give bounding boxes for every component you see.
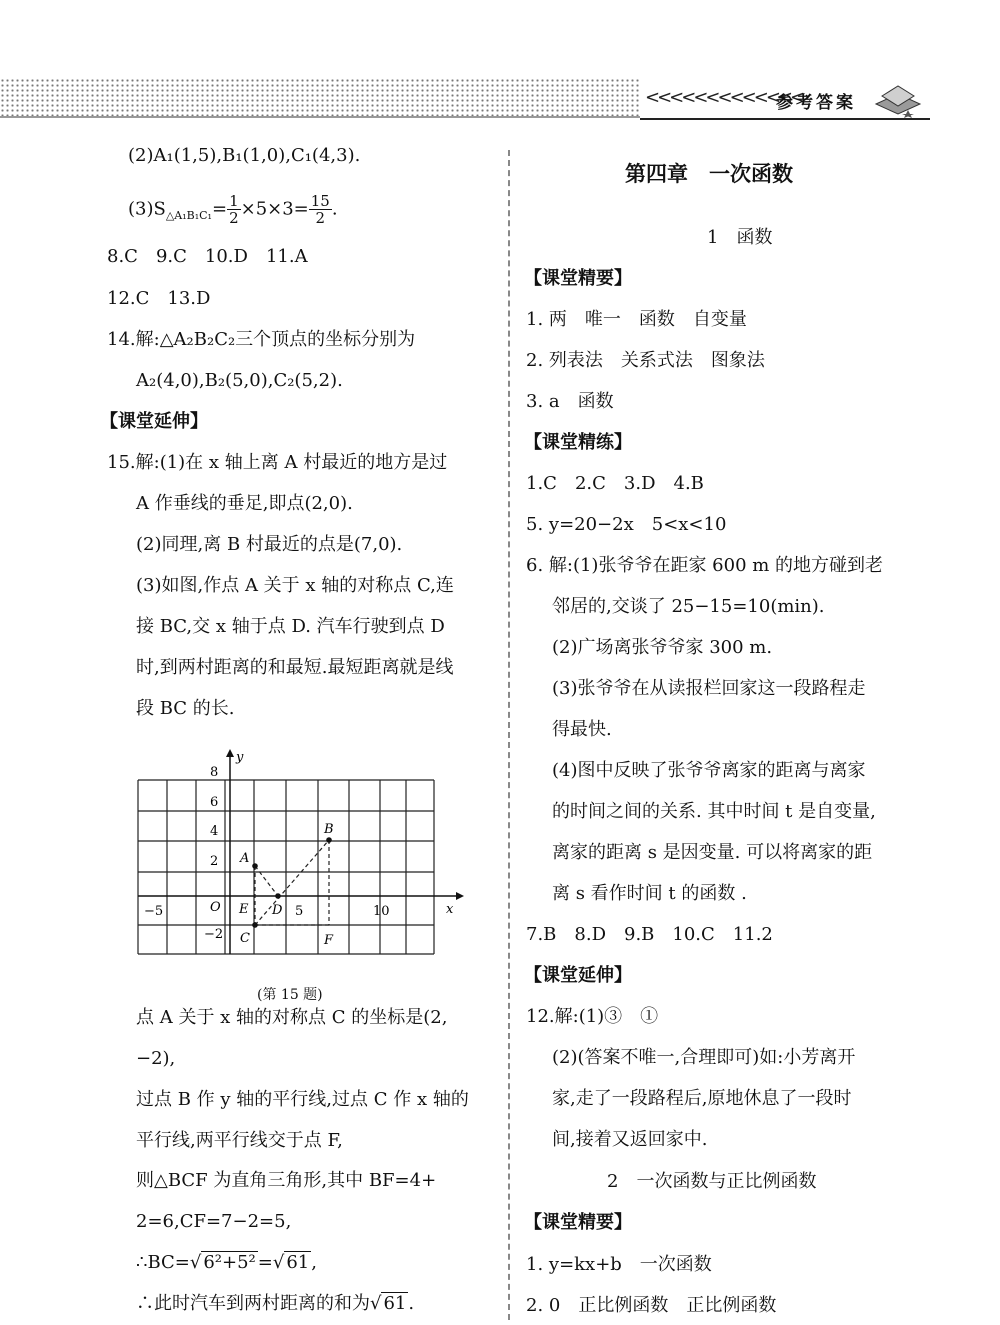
right-line-6: 6. 解:(1)张爷爷在距家 600 m 的地方碰到老: [526, 555, 884, 576]
left-line-11: 接 BC,交 x 轴于点 D. 汽车行驶到点 D: [136, 616, 445, 637]
left-line-1: (2)A₁(1,5),B₁(1,0),C₁(4,3).: [128, 145, 361, 166]
x-tick: 5: [295, 904, 304, 919]
point-label: E: [239, 902, 249, 917]
right-line-16: 12.解:(1)③ ①: [526, 1006, 659, 1027]
point-label: C: [240, 931, 250, 946]
right-line-20: 1. y=kx+b 一次函数: [526, 1254, 712, 1275]
page-header: [0, 78, 1000, 118]
right-line-2: 2. 列表法 关系式法 图象法: [526, 350, 765, 371]
coordinate-graph: [130, 745, 470, 970]
point-label: D: [272, 903, 283, 918]
left-line-14: 点 A 关于 x 轴的对称点 C 的坐标是(2,: [136, 1007, 448, 1028]
x-axis-label: x: [446, 902, 454, 917]
left-line-19: 2=6,CF=7−2=5,: [136, 1211, 292, 1232]
x-axis-arrow-icon: [456, 892, 464, 900]
right-line-15: 7.B 8.D 9.B 10.C 11.2: [526, 924, 773, 945]
column-separator: [508, 150, 510, 1320]
y-tick: 2: [210, 854, 219, 869]
point-label: F: [324, 933, 334, 948]
y-tick: 8: [210, 765, 219, 780]
grid: [138, 780, 434, 954]
right-line-13: 离家的距离 s 是因变量. 可以将离家的距: [552, 842, 873, 863]
right-line-17: (2)(答案不唯一,合理即可)如:小芳离开: [552, 1047, 856, 1068]
section-heading: 【课堂精练】: [524, 432, 632, 453]
left-line-10: (3)如图,作点 A 关于 x 轴的对称点 C,连: [136, 575, 454, 596]
point-c: [252, 922, 258, 928]
right-line-4: 1.C 2.C 3.D 4.B: [526, 473, 704, 494]
y-tick: 6: [210, 795, 219, 810]
left-line-15: −2),: [136, 1048, 176, 1069]
left-line-8: A 作垂线的垂足,即点(2,0).: [136, 493, 353, 514]
left-line-21: ∴此时汽车到两村距离的和为√ 61 .: [136, 1293, 415, 1314]
right-line-3: 3. a 函数: [526, 391, 614, 412]
y-tick: 4: [210, 824, 219, 839]
section-title: 2 一次函数与正比例函数: [607, 1171, 817, 1192]
right-line-10: 得最快.: [552, 719, 612, 740]
left-line-18: 则△BCF 为直角三角形,其中 BF=4+: [136, 1170, 437, 1191]
left-line-7: 15.解:(1)在 x 轴上离 A 村最近的地方是过: [107, 452, 448, 473]
point-label: A: [240, 851, 250, 866]
fraction-fifteen-halves: $\frac{15}{2}$: [310, 192, 330, 227]
y-tick: −2: [204, 927, 224, 942]
section-heading: 【课堂延伸】: [524, 965, 632, 986]
figure-caption: (第 15 题): [257, 987, 323, 1003]
left-line-12: 时,到两村距离的和最短.最短距离就是线: [136, 657, 454, 678]
right-line-11: (4)图中反映了张爷爷离家的距离与离家: [552, 760, 866, 781]
x-tick: 10: [373, 904, 390, 919]
right-line-8: (2)广场离张爷爷家 300 m.: [552, 637, 773, 658]
left-line-4: 12.C 13.D: [107, 288, 211, 309]
fraction-half: $\frac{1}{2}$: [229, 192, 239, 227]
point-d: [275, 893, 281, 899]
section-title: 1 函数: [707, 227, 773, 248]
right-line-19: 间,接着又返回家中.: [552, 1129, 708, 1150]
left-line-20: ∴BC=√ 6²+5² =√ 61 ,: [136, 1252, 317, 1273]
right-line-12: 的时间之间的关系. 其中时间 t 是自变量,: [552, 801, 876, 822]
right-line-21: 2. 0 正比例函数 正比例函数: [526, 1295, 777, 1316]
right-line-1: 1. 两 唯一 函数 自变量: [526, 309, 747, 330]
section-heading: 【课堂精要】: [524, 268, 632, 289]
point-label: B: [324, 822, 334, 837]
point-b: [326, 837, 332, 843]
right-line-18: 家,走了一段路程后,原地休息了一段时: [552, 1088, 852, 1109]
header-dot-band: [0, 78, 640, 116]
header-chevrons: <<<<<<<<<<<<<: [645, 87, 803, 108]
left-line-13: 段 BC 的长.: [136, 698, 235, 719]
origin-label: O: [210, 900, 221, 915]
right-line-5: 5. y=20−2x 5<x<10: [526, 514, 727, 535]
header-rule: [640, 118, 930, 120]
right-line-7: 邻居的,交谈了 25−15=10(min).: [552, 596, 825, 617]
right-line-14: 离 s 看作时间 t 的函数 .: [552, 883, 747, 904]
header-title: 参考答案: [776, 93, 856, 113]
header-underline: [0, 116, 640, 118]
left-line-6: A₂(4,0),B₂(5,0),C₂(5,2).: [136, 370, 343, 391]
left-line-5: 14.解:△A₂B₂C₂三个顶点的坐标分别为: [107, 329, 416, 350]
right-line-9: (3)张爷爷在从读报栏回家这一段路程走: [552, 678, 866, 699]
left-line-17: 平行线,两平行线交于点 F,: [136, 1130, 343, 1151]
y-axis-arrow-icon: [226, 749, 234, 757]
point-a: [252, 863, 258, 869]
left-line-9: (2)同理,离 B 村最近的点是(7,0).: [136, 534, 403, 555]
section-heading: 【课堂延伸】: [100, 411, 208, 432]
x-tick: −5: [144, 904, 164, 919]
section-heading: 【课堂精要】: [524, 1212, 632, 1233]
left-line-2: $(3)S_{\triangle A_1B_1C_1}=$ $\frac{1}{2}$ ×5×3= $\frac{15}{2}$ .: [128, 192, 338, 227]
left-line-3: 8.C 9.C 10.D 11.A: [107, 246, 308, 267]
y-axis-label: y: [236, 750, 244, 765]
chapter-title: 第四章 一次函数: [625, 161, 793, 186]
header-cube-icon: [868, 78, 928, 120]
left-line-16: 过点 B 作 y 轴的平行线,过点 C 作 x 轴的: [136, 1089, 469, 1110]
